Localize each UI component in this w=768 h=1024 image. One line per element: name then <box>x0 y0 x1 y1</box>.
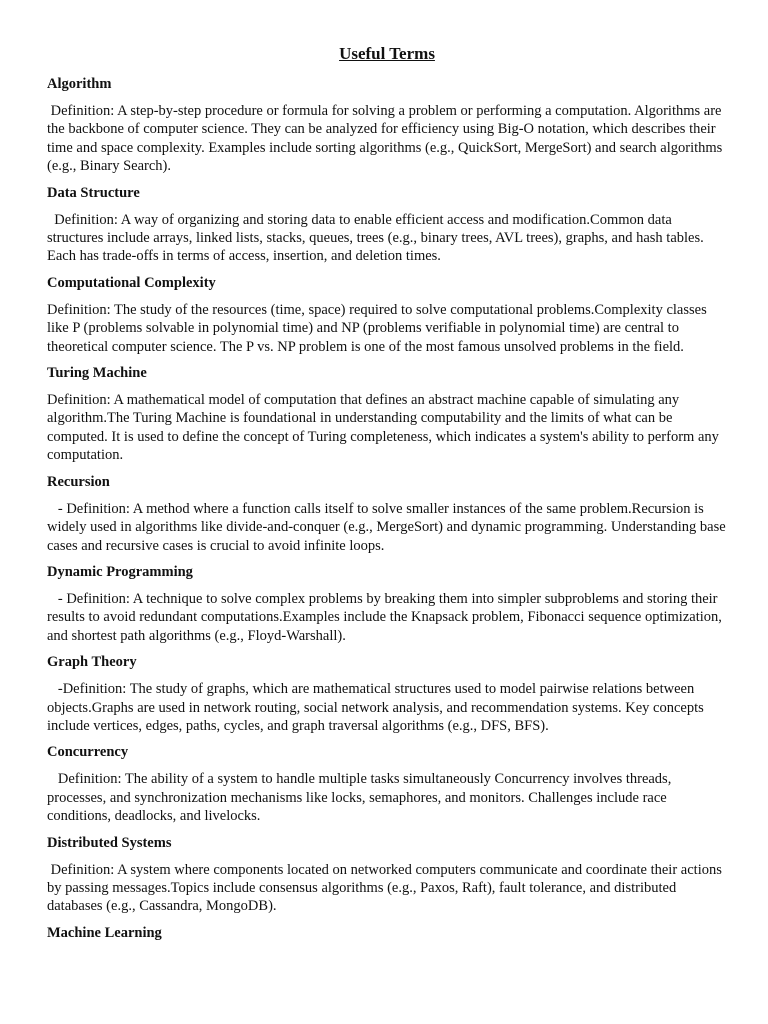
term-definition: - Definition: A technique to solve complex problems by breaking them into simpler subproblems and storing their results to avoid redundant computations.Examples include the Knapsack problem, Fibonacci sequence optimization, and shortest path algorithms (e.g., Floyd-Warshall). <box>47 590 726 644</box>
term-definition: - Definition: A method where a function calls itself to solve smaller instances of the same problem.Recursion is widely used in algorithms like divide-and-conquer (e.g., MergeSort) and dynamic programming. Understanding base cases and recursive cases is crucial to avoid infinite loops. <box>47 500 730 554</box>
term-concurrency <box>47 743 727 825</box>
term-heading: Data Structure <box>47 184 140 201</box>
term-recursion <box>47 473 730 555</box>
term-machine-learning <box>47 924 727 942</box>
term-definition: Definition: A mathematical model of computation that defines an abstract machine capable of simulating any algorithm.The Turing Machine is foundational in understanding computability and the limits of what can be computed. It is used to define the concept of Turing completeness, which indicates a system's ability to perform any computation. <box>47 392 723 464</box>
term-heading: Computational Complexity <box>47 274 216 291</box>
term-definition: Definition: A system where components located on networked computers communicate and coordinate their actions by passing messages.Topics include consensus algorithms (e.g., Paxos, Raft), fault tolerance, and distributed databases (e.g., Cassandra, MongoDB). <box>47 861 726 915</box>
term-data-structure <box>47 184 727 266</box>
term-dynamic-programming <box>47 563 727 645</box>
term-computational-complexity <box>47 274 727 356</box>
term-definition: -Definition: The study of graphs, which are mathematical structures used to model pairwise relations between objects.Graphs are used in network routing, social network analysis, and recommendation systems. Key concepts include vertices, edges, paths, cycles, and graph traversal algorithms (e.g., DFS, BFS). <box>47 681 708 734</box>
term-heading: Algorithm <box>47 76 112 92</box>
document-title: Useful Terms <box>339 44 435 63</box>
term-heading: Recursion <box>47 473 110 490</box>
term-distributed-systems <box>47 834 727 916</box>
term-heading: Distributed Systems <box>47 834 172 851</box>
term-turing-machine <box>47 364 727 465</box>
term-heading: Machine Learning <box>47 924 162 941</box>
term-definition: Definition: The study of the resources (time, space) required to solve computational problems.Complexity classes like P (problems solvable in polynomial time) and NP (problems verifiable in polynomial time) are central to theoretical computer science. The P vs. NP problem is one of the most famous unsolved problems in the field. <box>47 301 711 355</box>
term-definition: Definition: A way of organizing and storing data to enable efficient access and modification.Common data structures include arrays, linked lists, stacks, queues, trees (e.g., binary trees, AVL trees), graphs, and hash tables. Each has trade-offs in terms of access, insertion, and deletion times. <box>47 211 708 265</box>
term-definition: Definition: A step-by-step procedure or formula for solving a problem or performing a computation. Algorithms are the backbone of computer science. They can be analyzed for efficiency using Big-O notation, which describes their time and space complexity. Examples include sorting algorithms (e.g., QuickSort, MergeSort) and search algorithms (e.g., Binary Search). <box>47 103 726 175</box>
term-graph-theory <box>47 653 727 735</box>
term-heading: Graph Theory <box>47 654 137 671</box>
term-heading: Turing Machine <box>47 365 147 382</box>
term-algorithm <box>47 75 727 176</box>
term-heading: Concurrency <box>47 744 129 761</box>
term-definition: Definition: The ability of a system to handle multiple tasks simultaneously Concurrency involves threads, processes, and synchronization mechanisms like locks, semaphores, and monitors. Challenges include race conditions, deadlocks, and livelocks. <box>47 771 675 825</box>
term-heading: Dynamic Programming <box>47 563 193 580</box>
document-page <box>47 43 730 951</box>
